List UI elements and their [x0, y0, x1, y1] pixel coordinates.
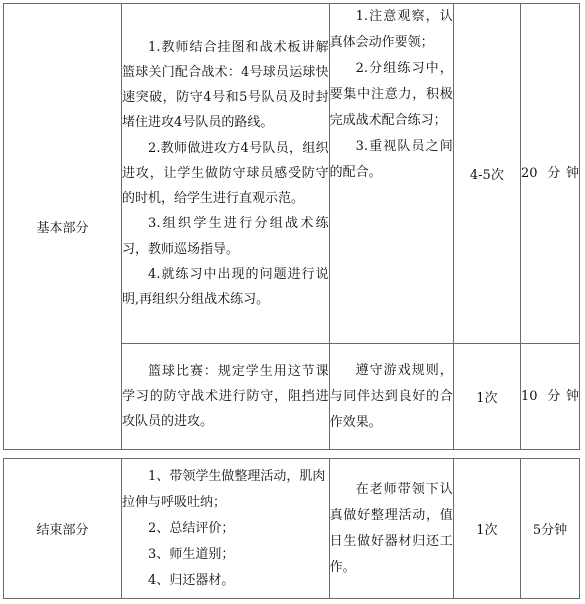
activity-step: 2.教师做进攻方4号队员，组织进攻，让学生做防守球员感受防守的时机，给学生进行直观示范。: [122, 140, 329, 207]
requirement-cell: [329, 4, 453, 344]
count-value: 1次: [476, 523, 498, 538]
lesson-plan-table-ending: [3, 458, 580, 599]
requirement-item: 3.重视队员之间的配合。: [329, 139, 453, 180]
count-cell: [453, 344, 520, 450]
activity-step: 3、师生道别；: [148, 546, 235, 562]
count-value: 4-5次: [469, 168, 504, 183]
requirement-item: 2.分组练习中，要集中注意力，积极完成战术配合练习；: [329, 61, 453, 128]
requirement-item: 遵守游戏规则，与同伴达到良好的合作效果。: [329, 362, 453, 430]
activity-step: 篮球比赛：规定学生用这节课学习的防守战术进行防守，阻挡进攻队员的进攻。: [122, 363, 329, 430]
lesson-plan-table-basic: [3, 3, 580, 450]
duration-cell: [520, 344, 579, 450]
count-cell: [453, 4, 520, 344]
table-row: [4, 4, 580, 344]
duration-value: 10 分钟: [520, 388, 579, 404]
activity-step: 3.组织学生进行分组战术练习，教师巡场指导。: [122, 216, 329, 257]
duration-cell: [520, 4, 579, 344]
activity-cell: [122, 459, 330, 599]
requirement-item: 1.注意观察，认真体会动作要领；: [329, 9, 453, 50]
table-row: [4, 459, 580, 599]
activity-cell: [122, 4, 330, 344]
section-label: 结束部分: [36, 523, 89, 538]
activity-cell: [122, 344, 330, 450]
activity-step: 2、总结评价；: [148, 520, 235, 536]
activity-step: 1.教师结合挂图和战术板讲解篮球关门配合战术：4号球员运球快速突破，防守4号和5号队员及时封堵住进攻4号队员的路线。: [122, 39, 329, 131]
section-cell-basic: [4, 4, 122, 450]
activity-step: 4.就练习中出现的问题进行说明,再组织分组战术练习。: [122, 266, 329, 307]
requirement-cell: [329, 344, 453, 450]
activity-step: 1、带领学生做整理活动，肌肉拉伸与呼吸吐纳；: [122, 468, 326, 510]
duration-value: 20 分钟: [520, 165, 579, 181]
section-label: 基本部分: [36, 221, 89, 236]
count-cell: [453, 459, 520, 599]
count-value: 1次: [476, 391, 498, 406]
requirement-cell: [329, 459, 453, 599]
activity-step: 4、归还器材。: [148, 572, 235, 588]
duration-cell: [520, 459, 579, 599]
section-cell-ending: [4, 459, 122, 599]
requirement-item: 在老师带领下认真做好整理活动，值日生做好器材归还工作。: [329, 481, 453, 575]
duration-value: 5分钟: [532, 523, 568, 538]
